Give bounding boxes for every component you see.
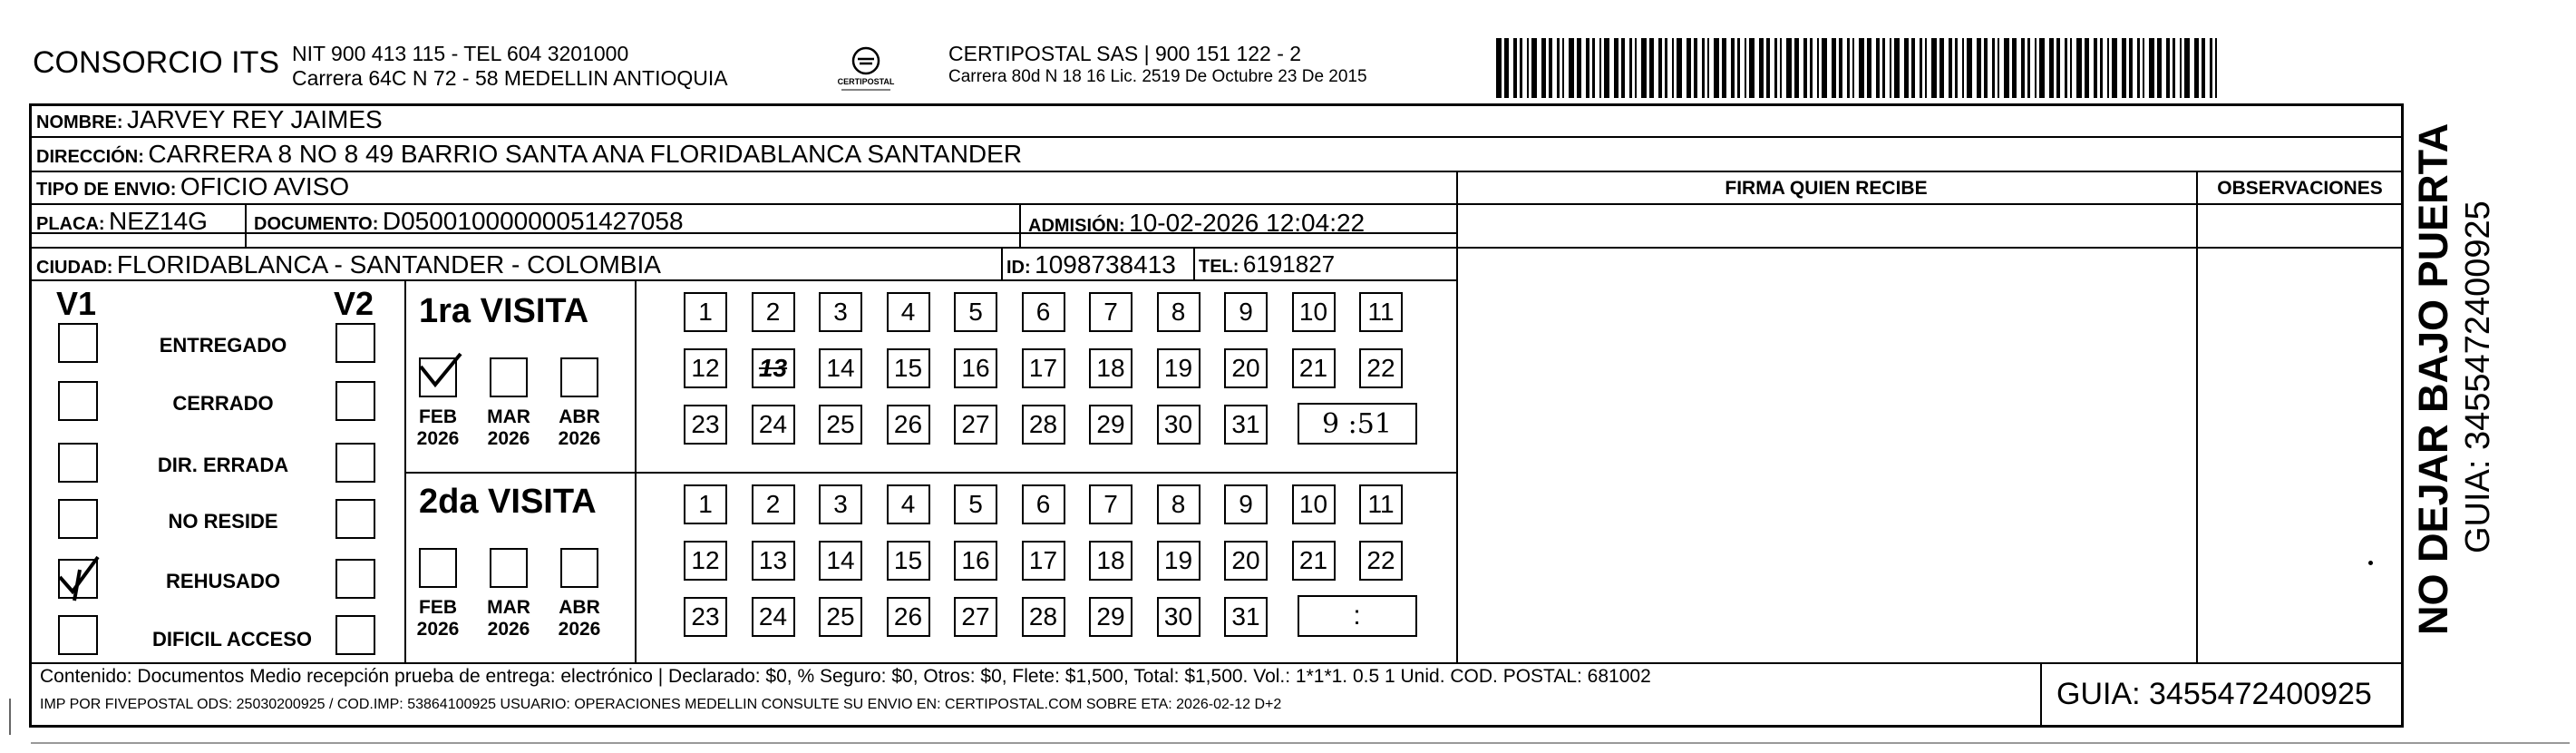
status-dificil-acceso: DIFICIL ACCESO <box>151 628 312 650</box>
nombre-label: NOMBRE: <box>36 112 123 132</box>
barcode-bar <box>2049 38 2054 98</box>
placa-row <box>36 207 208 236</box>
barcode-bar <box>1786 38 1792 98</box>
visit-1-day-3[interactable]: 3 <box>819 292 862 332</box>
visit-1-day-6[interactable]: 6 <box>1022 292 1065 332</box>
direccion-row <box>36 140 1022 169</box>
visit-1-time-field[interactable]: 9 :51 <box>1298 403 1417 445</box>
visit-1-day-14[interactable]: 14 <box>819 348 862 388</box>
placa-value: NEZ14G <box>109 207 208 235</box>
barcode-bar <box>1504 38 1509 98</box>
scan-edge-mark <box>9 699 11 735</box>
barcode-bar <box>1577 38 1581 98</box>
barcode-bar <box>1803 38 1807 98</box>
footer-print-line: IMP POR FIVEPOSTAL ODS: 25030200925 / COD.IMP: 53864100925 USUARIO: OPERACIONES MEDELLIN CONSULTE SU ENVIO EN: CERTIPOSTAL.COM SOBRE ETA: 2026-02-12 D+2 <box>40 697 1282 712</box>
observaciones-column-title: OBSERVACIONES <box>2217 178 2383 199</box>
footer-content-line: Contenido: Documentos Medio recepción prueba de entrega: electrónico | Declarado: $0, % Seguro: $0, Otros: $0, Flete: $1,500, Total: $1,500. Vol.: 1*1*1. 0.5 1 Unid. COD. POSTAL: 681002 <box>40 666 1651 687</box>
visit-2-day-11[interactable]: 11 <box>1359 484 1403 524</box>
barcode-bar <box>1677 38 1682 98</box>
barcode-bar <box>2027 38 2030 98</box>
visit-2-day-13[interactable]: 13 <box>752 541 795 581</box>
status-entregado: ENTREGADO <box>159 334 287 357</box>
barcode-bar <box>1527 38 1529 98</box>
visit-1-day-11[interactable]: 11 <box>1359 292 1403 332</box>
visit-2-day-19[interactable]: 19 <box>1157 541 1201 581</box>
barcode-bar <box>2149 38 2154 98</box>
barcode-bar <box>1562 38 1564 98</box>
barcode-bar <box>2180 38 2182 98</box>
barcode-bar <box>1931 38 1937 98</box>
visit-2-day-1[interactable]: 1 <box>684 484 727 524</box>
barcode-bar <box>1852 38 1854 98</box>
visit-2-day-15[interactable]: 15 <box>887 541 930 581</box>
barcode-bar <box>1621 38 1625 98</box>
visit-2-feb-checkbox[interactable] <box>419 548 457 588</box>
visit-1-feb-label: FEB 2026 <box>416 406 460 449</box>
visit-2-day-28[interactable]: 28 <box>1022 597 1065 637</box>
visit-1-day-21[interactable]: 21 <box>1292 348 1336 388</box>
barcode-bar <box>1904 38 1909 98</box>
company-name: CONSORCIO ITS <box>33 45 280 80</box>
visit-1-day-29[interactable]: 29 <box>1089 405 1132 445</box>
visit-2-day-3[interactable]: 3 <box>819 484 862 524</box>
admision-label: ADMISIÓN: <box>1028 216 1125 236</box>
v1-dificil-acceso-checkbox[interactable] <box>58 615 98 655</box>
visit-2-mar-label: MAR 2026 <box>487 597 530 640</box>
barcode-bar <box>1737 38 1740 98</box>
visit-1-day-25[interactable]: 25 <box>819 405 862 445</box>
barcode-bar <box>1967 38 1972 98</box>
barcode-bar <box>1839 38 1842 98</box>
barcode-bar <box>1759 38 1764 98</box>
barcode-bar <box>1714 38 1719 98</box>
visit-2-day-16[interactable]: 16 <box>954 541 997 581</box>
barcode-bar <box>1586 38 1589 98</box>
documento-value: D05001000000051427058 <box>382 207 684 235</box>
v2-dir-errada-checkbox[interactable] <box>335 443 375 483</box>
barcode-bar <box>1614 38 1619 98</box>
nombre-value: JARVEY REY JAIMES <box>127 105 383 133</box>
visit-1-day-17[interactable]: 17 <box>1022 348 1065 388</box>
barcode-bar <box>1939 38 1944 98</box>
barcode-bar <box>1672 38 1674 98</box>
barcode-bar <box>1794 38 1799 98</box>
barcode-bar <box>2215 38 2217 98</box>
tipo-envio-value: OFICIO AVISO <box>180 172 350 200</box>
visit-1-day-12[interactable]: 12 <box>684 348 727 388</box>
visit-2-day-29[interactable]: 29 <box>1089 597 1132 637</box>
barcode-bar <box>1911 38 1915 98</box>
barcode-bar <box>1859 38 1864 98</box>
visit-1-mar-checkbox[interactable] <box>490 357 528 397</box>
visit-2-day-27[interactable]: 27 <box>954 597 997 637</box>
visit-1-day-9[interactable]: 9 <box>1224 292 1268 332</box>
id-value: 1098738413 <box>1035 250 1176 279</box>
v2-entregado-checkbox[interactable] <box>335 323 375 363</box>
scan-bottom-edge <box>31 742 2570 744</box>
barcode-bar <box>2112 38 2117 98</box>
visit-2-day-23[interactable]: 23 <box>684 597 727 637</box>
visit-2-day-30[interactable]: 30 <box>1157 597 1201 637</box>
direccion-label: DIRECCIÓN: <box>36 147 144 167</box>
visit-2-day-25[interactable]: 25 <box>819 597 862 637</box>
barcode-bar <box>1592 38 1595 98</box>
documento-label: DOCUMENTO: <box>254 214 379 234</box>
v1-cerrado-checkbox[interactable] <box>58 381 98 421</box>
barcode-bar <box>1531 38 1537 98</box>
barcode-bar <box>1549 38 1552 98</box>
nombre-row <box>36 105 383 134</box>
barcode-bar <box>1599 38 1601 98</box>
certipostal-address: Carrera 80d N 18 16 Lic. 2519 De Octubre 23 De 2015 <box>948 67 1367 86</box>
id-field <box>1006 250 1176 279</box>
barcode-bar <box>1998 38 1999 98</box>
visit-2-day-17[interactable]: 17 <box>1022 541 1065 581</box>
barcode-bar <box>1867 38 1871 98</box>
visit-1-day-8[interactable]: 8 <box>1157 292 1201 332</box>
barcode-bar <box>2166 38 2170 98</box>
visit-1-day-31[interactable]: 31 <box>1224 405 1268 445</box>
barcode-bar <box>1822 38 1827 98</box>
barcode-bar <box>1920 38 1922 98</box>
visit-2-abr-label: ABR 2026 <box>558 597 601 640</box>
visit-1-day-1[interactable]: 1 <box>684 292 727 332</box>
company-address: Carrera 64C N 72 - 58 MEDELLIN ANTIOQUIA <box>292 66 728 90</box>
visit-1-day-19[interactable]: 19 <box>1157 348 1201 388</box>
visit-1-day-2[interactable]: 2 <box>752 292 795 332</box>
barcode-bar <box>1992 38 1995 98</box>
visit-1-day-10[interactable]: 10 <box>1292 292 1336 332</box>
barcode-bar <box>2056 38 2060 98</box>
v2-header: V2 <box>334 285 374 322</box>
ciudad-row <box>36 250 661 279</box>
barcode-bar <box>1649 38 1654 98</box>
barcode-bar <box>2129 38 2133 98</box>
visit-1-day-13[interactable]: 13 <box>752 348 795 388</box>
barcode-bar <box>1949 38 1952 98</box>
visit-2-day-6[interactable]: 6 <box>1022 484 1065 524</box>
ciudad-value: FLORIDABLANCA - SANTANDER - COLOMBIA <box>116 250 661 279</box>
tel-value: 6191827 <box>1242 250 1336 278</box>
visit-1-day-24[interactable]: 24 <box>752 405 795 445</box>
barcode-bar <box>2202 38 2205 98</box>
visit-2-day-9[interactable]: 9 <box>1224 484 1268 524</box>
barcode-bar <box>2039 38 2045 98</box>
barcode-bar <box>2076 38 2082 98</box>
barcode-bar <box>1604 38 1609 98</box>
barcode-bar <box>1722 38 1726 98</box>
visit-1-day-18[interactable]: 18 <box>1089 348 1132 388</box>
barcode-bar <box>1557 38 1560 98</box>
visit-2-day-21[interactable]: 21 <box>1292 541 1336 581</box>
visit-1-day-15[interactable]: 15 <box>887 348 930 388</box>
barcode-bar <box>2210 38 2212 98</box>
barcode-bar <box>2107 38 2109 98</box>
barcode-bar <box>2137 38 2140 98</box>
barcode-bar <box>1780 38 1782 98</box>
barcode-bar <box>1810 38 1813 98</box>
barcode-bar <box>1629 38 1632 98</box>
barcode-bar <box>2085 38 2089 98</box>
visit-2-day-24[interactable]: 24 <box>752 597 795 637</box>
status-rehusado: REHUSADO <box>166 570 280 592</box>
visit-2-day-12[interactable]: 12 <box>684 541 727 581</box>
barcode-bar <box>1569 38 1574 98</box>
barcode-bar <box>1658 38 1662 98</box>
status-cerrado: CERRADO <box>172 392 274 415</box>
barcode-bar <box>2021 38 2025 98</box>
visit-1-abr-checkbox[interactable] <box>560 357 598 397</box>
footer-guia: GUIA: 3455472400925 <box>2056 677 2372 711</box>
visit-1-day-22[interactable]: 22 <box>1359 348 1403 388</box>
v2-cerrado-checkbox[interactable] <box>335 381 375 421</box>
barcode-bar <box>1731 38 1735 98</box>
visit-2-day-26[interactable]: 26 <box>887 597 930 637</box>
barcode-bar <box>2094 38 2097 98</box>
barcode-bar <box>2065 38 2067 98</box>
visit-2-day-5[interactable]: 5 <box>954 484 997 524</box>
barcode-bar <box>1962 38 1964 98</box>
admision-field <box>1028 209 1365 238</box>
rehusado-check-mark-icon <box>53 550 107 604</box>
visit-1-day-5[interactable]: 5 <box>954 292 997 332</box>
v2-no-reside-checkbox[interactable] <box>335 499 375 539</box>
visit-2-day-14[interactable]: 14 <box>819 541 862 581</box>
barcode-bar <box>2070 38 2072 98</box>
visit-2-day-18[interactable]: 18 <box>1089 541 1132 581</box>
admision-value: 10-02-2026 12:04:22 <box>1129 209 1366 237</box>
documento-field <box>254 207 684 236</box>
visit-1-day-4[interactable]: 4 <box>887 292 930 332</box>
tel-field <box>1199 250 1335 279</box>
barcode-bar <box>1694 38 1697 98</box>
v1-dir-errada-checkbox[interactable] <box>58 443 98 483</box>
ciudad-label: CIUDAD: <box>36 258 113 278</box>
barcode-bar <box>1882 38 1885 98</box>
barcode-bar <box>1847 38 1850 98</box>
placa-label: PLACA: <box>36 214 105 234</box>
visit-1-day-23[interactable]: 23 <box>684 405 727 445</box>
visit-2-title: 2da VISITA <box>419 483 597 521</box>
tipo-envio-row <box>36 172 349 201</box>
barcode-bar <box>1513 38 1517 98</box>
visit-1-day-20[interactable]: 20 <box>1224 348 1268 388</box>
visit-2-mar-checkbox[interactable] <box>490 548 528 588</box>
barcode-bar <box>2173 38 2175 98</box>
barcode-bar <box>1890 38 1891 98</box>
visit-2-day-31[interactable]: 31 <box>1224 597 1268 637</box>
tipo-envio-label: TIPO DE ENVIO: <box>36 180 177 200</box>
barcode-bar <box>2194 38 2199 98</box>
company-nit: NIT 900 413 115 - TEL 604 3201000 <box>292 42 629 65</box>
barcode-bar <box>2012 38 2017 98</box>
barcode-bar <box>1894 38 1900 98</box>
barcode-bar <box>1925 38 1927 98</box>
firma-column-title: FIRMA QUIEN RECIBE <box>1725 178 1928 199</box>
v2-dificil-acceso-checkbox[interactable] <box>335 615 375 655</box>
barcode-bar <box>1984 38 1988 98</box>
barcode-bar <box>1977 38 1981 98</box>
barcode-bar <box>2157 38 2162 98</box>
visit-1-day-28[interactable]: 28 <box>1022 405 1065 445</box>
barcode-bar <box>1687 38 1691 98</box>
v2-rehusado-checkbox[interactable] <box>335 559 375 599</box>
visit-1-day-27[interactable]: 27 <box>954 405 997 445</box>
barcode <box>1496 38 2221 98</box>
barcode-bar <box>2184 38 2190 98</box>
visit-2-day-22[interactable]: 22 <box>1359 541 1403 581</box>
visit-1-abr-label: ABR 2026 <box>558 406 601 449</box>
visit-1-day-16[interactable]: 16 <box>954 348 997 388</box>
status-no-reside: NO RESIDE <box>168 510 278 533</box>
visit-2-day-2[interactable]: 2 <box>752 484 795 524</box>
barcode-bar <box>2100 38 2103 98</box>
barcode-bar <box>1817 38 1819 98</box>
barcode-bar <box>1774 38 1777 98</box>
visit-1-day-26[interactable]: 26 <box>887 405 930 445</box>
side-guia: GUIA: 3455472400925 <box>2459 200 2497 553</box>
visit-2-abr-checkbox[interactable] <box>560 548 598 588</box>
barcode-bar <box>1702 38 1705 98</box>
visit-1-day-7[interactable]: 7 <box>1089 292 1132 332</box>
barcode-bar <box>1876 38 1880 98</box>
visit-1-mar-label: MAR 2026 <box>487 406 530 449</box>
visit-1-title: 1ra VISITA <box>419 292 589 330</box>
v1-header: V1 <box>56 285 97 322</box>
stray-dot <box>2368 561 2373 565</box>
barcode-bar <box>2035 38 2036 98</box>
barcode-bar <box>1832 38 1836 98</box>
barcode-bar <box>1665 38 1667 98</box>
barcode-bar <box>1745 38 1746 98</box>
barcode-bar <box>1635 38 1637 98</box>
visit-2-day-10[interactable]: 10 <box>1292 484 1336 524</box>
barcode-bar <box>1496 38 1502 98</box>
visit-1-feb-check-mark-icon <box>413 348 468 399</box>
certipostal-logo <box>834 41 898 95</box>
visit-1-day-30[interactable]: 30 <box>1157 405 1201 445</box>
barcode-bar <box>1955 38 1958 98</box>
tel-label: TEL: <box>1199 257 1239 277</box>
logo-text: CERTIPOSTAL <box>837 77 895 86</box>
visit-2-time-field[interactable]: : <box>1298 595 1417 637</box>
barcode-bar <box>1520 38 1522 98</box>
status-dir-errada: DIR. ERRADA <box>157 454 289 476</box>
visit-2-day-4[interactable]: 4 <box>887 484 930 524</box>
certipostal-line: CERTIPOSTAL SAS | 900 151 122 - 2 <box>948 42 1302 65</box>
visit-2-day-20[interactable]: 20 <box>1224 541 1268 581</box>
id-label: ID: <box>1006 258 1031 278</box>
barcode-bar <box>1749 38 1755 98</box>
barcode-bar <box>1766 38 1770 98</box>
side-warning: NO DEJAR BAJO PUERTA <box>2410 122 2456 635</box>
visit-2-day-8[interactable]: 8 <box>1157 484 1201 524</box>
barcode-bar <box>1707 38 1709 98</box>
barcode-bar <box>2122 38 2126 98</box>
v1-entregado-checkbox[interactable] <box>58 323 98 363</box>
barcode-bar <box>2004 38 2009 98</box>
visit-2-feb-label: FEB 2026 <box>416 597 460 640</box>
direccion-value: CARRERA 8 NO 8 49 BARRIO SANTA ANA FLORIDABLANCA SANTANDER <box>148 140 1023 168</box>
barcode-bar <box>1641 38 1647 98</box>
barcode-bar <box>2143 38 2144 98</box>
v1-no-reside-checkbox[interactable] <box>58 499 98 539</box>
visit-2-day-7[interactable]: 7 <box>1089 484 1132 524</box>
barcode-bar <box>1541 38 1546 98</box>
